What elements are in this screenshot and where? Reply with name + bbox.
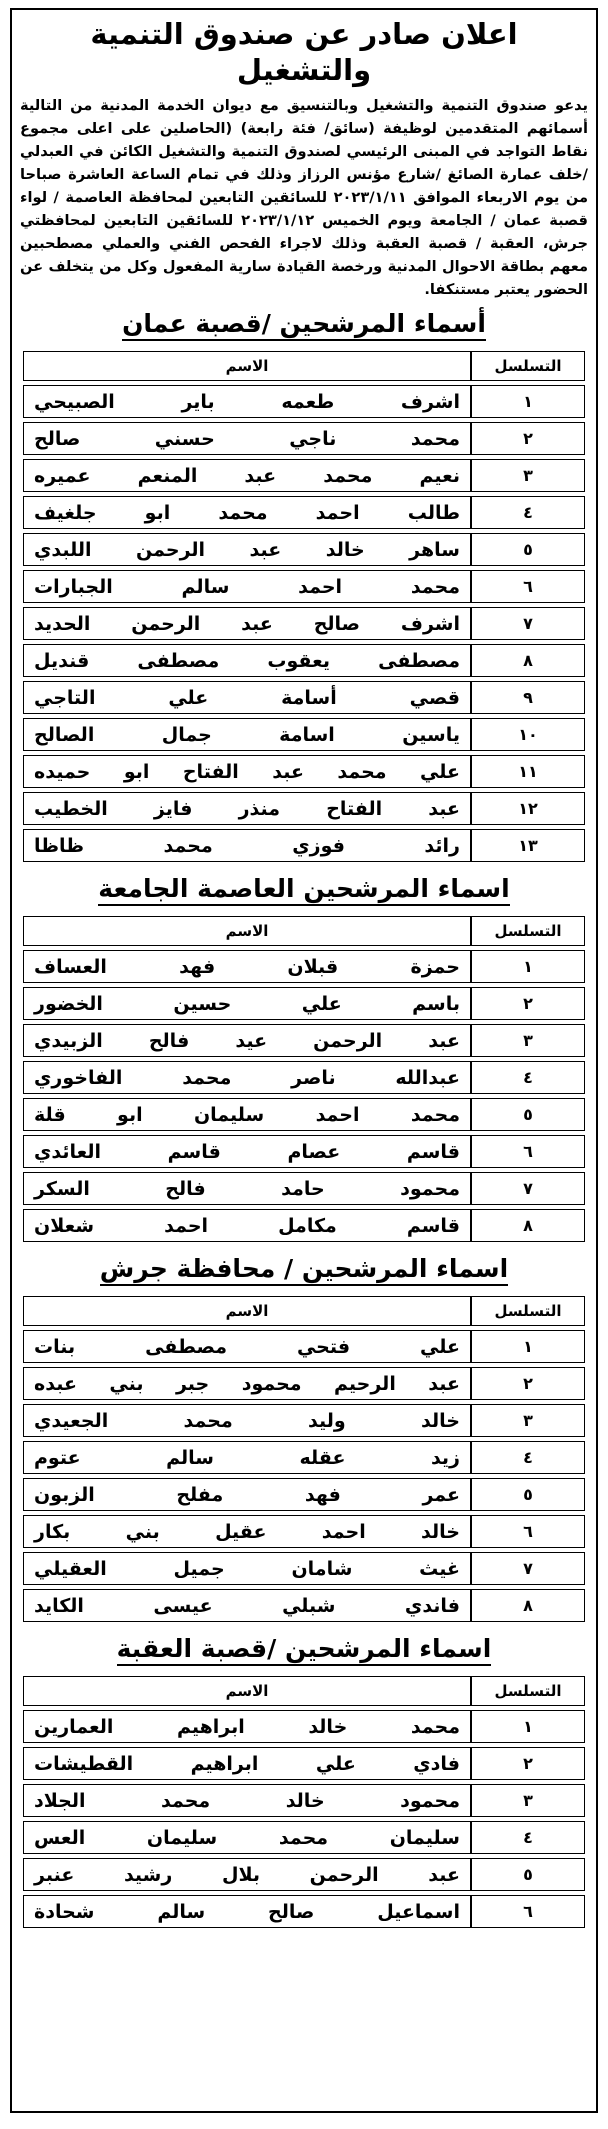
name-column-header: الاسم <box>23 916 471 946</box>
serial-cell: ٧ <box>471 1172 585 1205</box>
table-row <box>23 607 585 640</box>
serial-cell: ٣ <box>471 1024 585 1057</box>
candidate-name-cell: قصي أسامة علي التاجي <box>23 681 471 714</box>
table-row <box>23 1330 585 1363</box>
table-row <box>23 570 585 603</box>
table-row <box>23 829 585 862</box>
serial-cell: ٨ <box>471 644 585 677</box>
intro-paragraph: يدعو صندوق التنمية والتشغيل وبالتنسيق مع ديوان الخدمة المدنية من التالية أسمائهم المتقدمين لوظيفة (سائق/ فئة رابعة) (الحاصلين على اعلى مجموع نقاط التواجد في المبنى الرئيسي لصندوق التنمية والتشغيل الكائن في العبدلي /خلف عمارة الصائغ /شارع مؤنس الرزاز وذلك في تمام الساعة العاشرة صباحا من يوم الاربعاء الموافق ٢٠٢٣/١/١١ للسائقين التابعين لمحافظة العاصمة / لواء قصبة عمان / الجامعة ويوم الخميس ٢٠٢٣/١/١٢ للسائقين التابعين لمحافظتي جرش، العقبة / قصبة العقبة وذلك لاجراء الفحص الفني والعملي مصطحبين معهم بطاقة الاحوال المدنية ورخصة القيادة سارية المفعول وكل من يتخلف عن الحضور يعتبر مستنكفا. <box>20 97 589 298</box>
table-row <box>23 1552 585 1585</box>
candidate-name-cell: حمزة قبلان فهد العساف <box>23 950 471 983</box>
serial-cell: ١٣ <box>471 829 585 862</box>
candidate-name-cell: اسماعيل صالح سالم شحادة <box>23 1895 471 1928</box>
candidate-name-cell: اشرف صالح عبد الرحمن الحديد <box>23 607 471 640</box>
table-row <box>23 792 585 825</box>
serial-cell: ٣ <box>471 459 585 492</box>
serial-column-header: التسلسل <box>471 1676 585 1706</box>
table-row <box>23 385 585 418</box>
table-row <box>23 533 585 566</box>
serial-cell: ٦ <box>471 1895 585 1928</box>
candidate-name-cell: عبد الفتاح منذر فايز الخطيب <box>23 792 471 825</box>
serial-cell: ٣ <box>471 1784 585 1817</box>
table-header-row <box>23 1296 585 1326</box>
candidates-table <box>23 347 585 866</box>
section-title-text: أسماء المرشحين /قصبة عمان <box>122 309 486 341</box>
table-row <box>23 1895 585 1928</box>
table-row <box>23 644 585 677</box>
table-header-row <box>23 351 585 381</box>
candidate-sections <box>20 307 588 1932</box>
candidate-name-cell: محمد احمد سالم الجبارات <box>23 570 471 603</box>
table-row <box>23 1441 585 1474</box>
table-row <box>23 1024 585 1057</box>
serial-cell: ٧ <box>471 607 585 640</box>
table-row <box>23 1710 585 1743</box>
candidates-table <box>23 912 585 1246</box>
table-row <box>23 496 585 529</box>
serial-cell: ٦ <box>471 570 585 603</box>
serial-cell: ٥ <box>471 1098 585 1131</box>
candidates-table <box>23 1672 585 1932</box>
serial-cell: ٦ <box>471 1135 585 1168</box>
serial-cell: ١٢ <box>471 792 585 825</box>
table-row <box>23 1135 585 1168</box>
candidates-table <box>23 1292 585 1626</box>
candidate-name-cell: رائد فوزي محمد ظاظا <box>23 829 471 862</box>
serial-cell: ١٠ <box>471 718 585 751</box>
serial-cell: ٢ <box>471 1367 585 1400</box>
announcement-page <box>10 8 598 2113</box>
table-header-row <box>23 916 585 946</box>
candidate-name-cell: علي فتحي مصطفى بنات <box>23 1330 471 1363</box>
candidate-name-cell: نعيم محمد عبد المنعم عميره <box>23 459 471 492</box>
serial-cell: ٤ <box>471 1061 585 1094</box>
candidate-name-cell: محمد ناجي حسني صالح <box>23 422 471 455</box>
table-row <box>23 681 585 714</box>
serial-column-header: التسلسل <box>471 1296 585 1326</box>
table-row <box>23 1404 585 1437</box>
table-row <box>23 718 585 751</box>
section-title <box>20 872 588 906</box>
table-header-row <box>23 1676 585 1706</box>
table-row <box>23 987 585 1020</box>
candidate-name-cell: قاسم عصام قاسم العائدي <box>23 1135 471 1168</box>
serial-cell: ٥ <box>471 1858 585 1891</box>
table-row <box>23 1858 585 1891</box>
serial-cell: ٦ <box>471 1515 585 1548</box>
candidate-name-cell: علي محمد عبد الفتاح ابو حميده <box>23 755 471 788</box>
table-row <box>23 459 585 492</box>
table-row <box>23 755 585 788</box>
section-title-text: اسماء المرشحين /قصبة العقبة <box>117 1634 492 1666</box>
candidate-name-cell: غيث شامان جميل العقيلي <box>23 1552 471 1585</box>
serial-column-header: التسلسل <box>471 916 585 946</box>
table-row <box>23 1209 585 1242</box>
section-title <box>20 1632 588 1666</box>
name-column-header: الاسم <box>23 1296 471 1326</box>
candidate-name-cell: ساهر خالد عبد الرحمن اللبدي <box>23 533 471 566</box>
table-row <box>23 1367 585 1400</box>
table-row <box>23 1478 585 1511</box>
serial-cell: ١ <box>471 1330 585 1363</box>
candidate-name-cell: ياسين اسامة جمال الصالح <box>23 718 471 751</box>
table-row <box>23 1098 585 1131</box>
candidate-name-cell: زيد عقله سالم عتوم <box>23 1441 471 1474</box>
serial-column-header: التسلسل <box>471 351 585 381</box>
serial-cell: ٣ <box>471 1404 585 1437</box>
table-row <box>23 1589 585 1622</box>
table-row <box>23 1747 585 1780</box>
candidate-name-cell: محمود حامد فالح السكر <box>23 1172 471 1205</box>
candidate-name-cell: فاندي شبلي عيسى الكايد <box>23 1589 471 1622</box>
table-row <box>23 950 585 983</box>
serial-cell: ١١ <box>471 755 585 788</box>
candidate-name-cell: قاسم مكامل احمد شعلان <box>23 1209 471 1242</box>
candidate-name-cell: عبد الرحيم محمود جبر بني عبده <box>23 1367 471 1400</box>
serial-cell: ١ <box>471 1710 585 1743</box>
candidate-name-cell: اشرف طعمه باير الصبيحي <box>23 385 471 418</box>
candidate-name-cell: طالب احمد محمد ابو جلغيف <box>23 496 471 529</box>
page-title: اعلان صادر عن صندوق التنمية والتشغيل <box>90 17 518 87</box>
candidate-name-cell: فادي علي ابراهيم القطيشات <box>23 1747 471 1780</box>
serial-cell: ٥ <box>471 533 585 566</box>
candidate-name-cell: محمد احمد سليمان ابو قلة <box>23 1098 471 1131</box>
serial-cell: ٢ <box>471 1747 585 1780</box>
table-row <box>23 422 585 455</box>
section-title-text: اسماء المرشحين / محافظة جرش <box>100 1254 508 1286</box>
section-title <box>20 1252 588 1286</box>
candidate-name-cell: محمد خالد ابراهيم العمارين <box>23 1710 471 1743</box>
serial-cell: ٤ <box>471 1441 585 1474</box>
section-title-text: اسماء المرشحين العاصمة الجامعة <box>98 874 509 906</box>
candidate-name-cell: عبدالله ناصر محمد الفاخوري <box>23 1061 471 1094</box>
candidate-name-cell: محمود خالد محمد الجلاد <box>23 1784 471 1817</box>
table-row <box>23 1515 585 1548</box>
table-row <box>23 1172 585 1205</box>
table-row <box>23 1784 585 1817</box>
serial-cell: ٨ <box>471 1209 585 1242</box>
candidate-name-cell: خالد وليد محمد الجعيدي <box>23 1404 471 1437</box>
serial-cell: ١ <box>471 385 585 418</box>
serial-cell: ٤ <box>471 1821 585 1854</box>
serial-cell: ٨ <box>471 1589 585 1622</box>
candidate-name-cell: عمر فهد مفلح الزبون <box>23 1478 471 1511</box>
candidate-name-cell: عبد الرحمن بلال رشيد عنبر <box>23 1858 471 1891</box>
name-column-header: الاسم <box>23 351 471 381</box>
serial-cell: ٩ <box>471 681 585 714</box>
candidate-name-cell: سليمان محمد سليمان العس <box>23 1821 471 1854</box>
table-row <box>23 1061 585 1094</box>
serial-cell: ١ <box>471 950 585 983</box>
section-title <box>20 307 588 341</box>
serial-cell: ٢ <box>471 987 585 1020</box>
serial-cell: ٥ <box>471 1478 585 1511</box>
serial-cell: ٢ <box>471 422 585 455</box>
table-row <box>23 1821 585 1854</box>
candidate-name-cell: عبد الرحمن عيد فالح الزبيدي <box>23 1024 471 1057</box>
serial-cell: ٧ <box>471 1552 585 1585</box>
serial-cell: ٤ <box>471 496 585 529</box>
candidate-name-cell: خالد احمد عقيل بني بكار <box>23 1515 471 1548</box>
candidate-name-cell: مصطفى يعقوب مصطفى قنديل <box>23 644 471 677</box>
candidate-name-cell: باسم علي حسين الخضور <box>23 987 471 1020</box>
name-column-header: الاسم <box>23 1676 471 1706</box>
